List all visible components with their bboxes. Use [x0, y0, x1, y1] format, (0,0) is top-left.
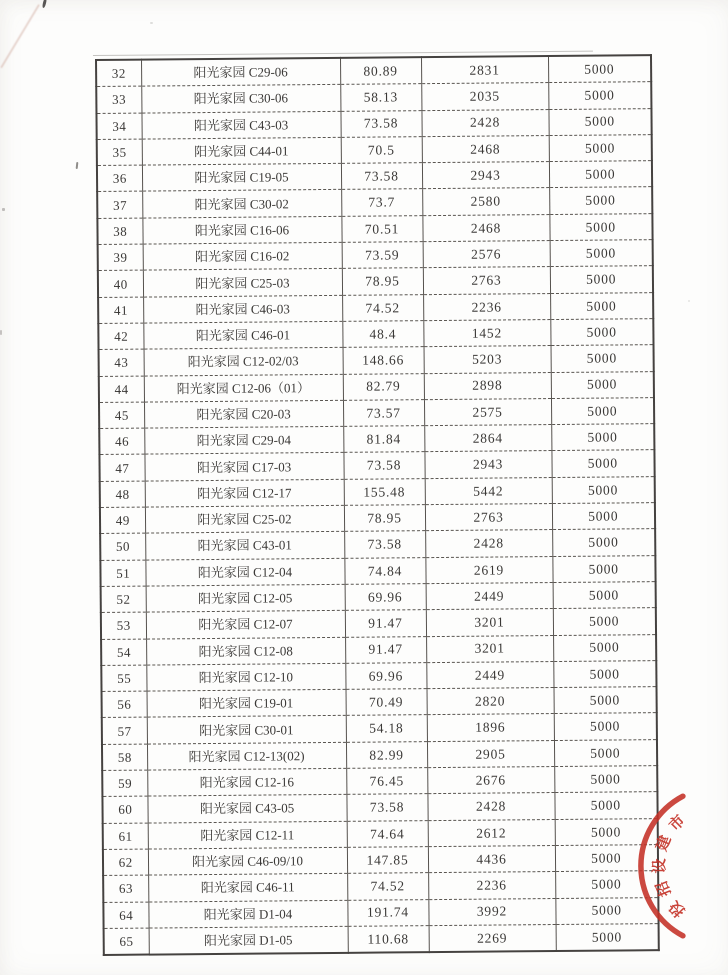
cell-deposit: 5000: [551, 450, 654, 477]
cell-deposit: 5000: [556, 923, 659, 951]
cell-unit-name: 阳光家园 C12-16: [147, 768, 346, 796]
cell-amount: 2428: [425, 530, 552, 557]
cell-area: 81.84: [343, 426, 424, 453]
cell-row-number: 51: [100, 560, 145, 587]
cell-row-number: 32: [111, 65, 126, 81]
cell-deposit: 5000: [554, 792, 657, 819]
cell-row-number: 47: [99, 455, 144, 482]
cell-amount: 2269: [429, 924, 556, 952]
table-body: [96, 55, 659, 955]
cell-deposit: 5000: [549, 161, 652, 188]
cell-deposit: 5000: [555, 897, 658, 924]
cell-unit-name: 阳光家园 C30-01: [147, 716, 346, 744]
stamp-character: 招: [654, 878, 675, 899]
cell-area: 147.85: [347, 847, 428, 874]
cell-unit-name: 阳光家园 C30-06: [141, 85, 340, 113]
units-table: [95, 54, 658, 956]
cell-deposit: 5000: [553, 608, 656, 635]
cell-deposit: 5000: [553, 582, 656, 609]
cell-unit-name: 阳光家园 C25-03: [143, 269, 342, 297]
cell-amount: 2831: [421, 56, 548, 84]
cell-deposit: 5000: [552, 503, 655, 530]
cell-deposit: 5000: [551, 424, 654, 451]
cell-row-number: 56: [102, 691, 147, 718]
cell-unit-name: 阳光家园 C43-01: [145, 532, 344, 560]
scan-speck: [76, 162, 79, 169]
cell-deposit: 5000: [549, 187, 652, 214]
cell-amount: 2468: [422, 214, 549, 241]
cell-area: 70.5: [341, 137, 422, 164]
cell-row-number: 59: [102, 770, 147, 797]
cell-deposit: 5000: [548, 108, 651, 135]
cell-area: 82.99: [346, 741, 427, 768]
cell-area: 73.58: [341, 163, 422, 190]
cell-amount: 2619: [425, 556, 552, 583]
cell-unit-name: 阳光家园 C44-01: [142, 137, 341, 165]
cell-area: 74.52: [347, 873, 428, 900]
cell-unit-name: 阳光家园 C43-03: [141, 111, 340, 139]
cell-unit-name: 阳光家园 C12-11: [148, 821, 347, 849]
cell-unit-name: 阳光家园 C25-02: [145, 505, 344, 533]
cell-row-number: 34: [96, 113, 141, 140]
cell-area: 191.74: [347, 899, 428, 926]
cell-amount: 5442: [425, 477, 552, 504]
cell-unit-name: 阳光家园 C12-10: [146, 663, 345, 691]
cell-row-number: 39: [98, 244, 143, 271]
cell-row-number: 53: [101, 612, 146, 639]
cell-amount: 2468: [422, 135, 549, 162]
cell-amount: 2820: [427, 688, 554, 715]
cell-area: 91.47: [345, 610, 426, 637]
cell-unit-name: 阳光家园 C12-07: [146, 611, 345, 639]
cell-amount: 1896: [427, 714, 554, 741]
cell-deposit: 5000: [549, 213, 652, 240]
cell-row-number: 33: [96, 86, 141, 113]
cell-unit-name: 阳光家园 C46-01: [143, 321, 342, 349]
cell-row-number: 65: [104, 928, 149, 955]
cell-area: 78.95: [344, 505, 425, 532]
cell-amount: 2905: [427, 740, 554, 767]
cell-row-number: 54: [101, 639, 146, 666]
cell-area: 74.84: [344, 557, 425, 584]
cell-area: 73.58: [346, 794, 427, 821]
cell-deposit: 5000: [549, 135, 652, 162]
cell-unit-name: 阳光家园 C16-02: [143, 242, 342, 270]
cell-unit-name: 阳光家园 C12-08: [146, 637, 345, 665]
cell-area: 91.47: [345, 636, 426, 663]
cell-area: 110.68: [348, 925, 429, 953]
cell-row-number: 40: [98, 270, 143, 297]
stamp-character: 市: [666, 812, 689, 835]
cell-amount: 2676: [427, 767, 554, 794]
cell-deposit: 5000: [554, 687, 657, 714]
cell-unit-name: 阳光家园 C46-03: [143, 295, 342, 323]
cell-deposit: 5000: [552, 529, 655, 556]
cell-row-number: 43: [99, 349, 144, 376]
cell-area: 69.96: [345, 662, 426, 689]
cell-row-number: 63: [103, 875, 148, 902]
cell-amount: 2943: [424, 451, 551, 478]
cell-amount: 2236: [423, 293, 550, 320]
cell-deposit: 5000: [555, 845, 658, 872]
cell-unit-name: 阳光家园 C12-06（01）: [144, 374, 343, 402]
cell-area: 70.51: [341, 215, 422, 242]
cell-area: 73.58: [340, 110, 421, 137]
cell-row-number: 46: [99, 428, 144, 455]
cell-area: 82.79: [343, 373, 424, 400]
cell-amount: 2763: [425, 504, 552, 531]
cell-row-number: 45: [99, 402, 144, 429]
cell-amount: 2612: [428, 819, 555, 846]
cell-deposit: 5000: [555, 818, 658, 845]
scan-speck: [150, 22, 153, 24]
cell-amount: 4436: [428, 845, 555, 872]
cell-area: 155.48: [344, 478, 425, 505]
cell-amount: 2943: [422, 162, 549, 189]
cell-deposit: 5000: [551, 371, 654, 398]
stamp-character: 投: [666, 897, 689, 920]
cell-unit-name: 阳光家园 C19-01: [147, 689, 346, 717]
cell-unit-name: 阳光家园 C12-02/03: [144, 348, 343, 376]
cell-row-number: 61: [103, 823, 148, 850]
cell-unit-name: 阳光家园 C29-04: [144, 427, 343, 455]
cell-row-number: 41: [98, 297, 143, 324]
cell-area: 148.66: [343, 347, 424, 374]
cell-deposit: 5000: [551, 397, 654, 424]
cell-amount: 2428: [421, 109, 548, 136]
cell-deposit: 5000: [551, 345, 654, 372]
cell-amount: 2864: [424, 425, 551, 452]
cell-unit-name: 阳光家园 C43-05: [147, 795, 346, 823]
cell-amount: 5203: [424, 346, 551, 373]
stamp-character: 设: [652, 858, 668, 874]
cell-unit-name: 阳光家园 C12-17: [145, 479, 344, 507]
cell-area: 73.57: [343, 400, 424, 427]
cell-row-number: 55: [101, 665, 146, 692]
cell-amount: 2580: [422, 188, 549, 215]
cell-row-number: 35: [97, 139, 142, 166]
cell-row-number: 60: [102, 796, 147, 823]
cell-row-number: 62: [103, 849, 148, 876]
cell-amount: 2035: [421, 83, 548, 110]
cell-area: 73.59: [342, 242, 423, 269]
cell-area: 76.45: [346, 768, 427, 795]
cell-deposit: 5000: [550, 240, 653, 267]
cell-deposit: 5000: [552, 476, 655, 503]
cell-deposit: 5000: [554, 739, 657, 766]
cell-amount: 2576: [423, 241, 550, 268]
cell-unit-name: 阳光家园 C12-04: [145, 558, 344, 586]
cell-row-number: 36: [97, 165, 142, 192]
cell-deposit: 5000: [550, 319, 653, 346]
cell-unit-name: 阳光家园 C16-06: [142, 216, 341, 244]
cell-deposit: 5000: [548, 55, 651, 83]
cell-amount: 2449: [426, 661, 553, 688]
cell-unit-name: 阳光家园 C20-03: [144, 400, 343, 428]
cell-area: 54.18: [346, 715, 427, 742]
cell-area: 69.96: [345, 584, 426, 611]
cell-deposit: 5000: [550, 266, 653, 293]
cell-amount: 2898: [424, 372, 551, 399]
cell-unit-name: 阳光家园 C46-09/10: [148, 847, 347, 875]
cell-amount: 2428: [427, 793, 554, 820]
pen-mark: [42, 0, 47, 8]
cell-deposit: 5000: [552, 555, 655, 582]
cell-deposit: 5000: [553, 660, 656, 687]
cell-area: 74.64: [347, 820, 428, 847]
cell-row-number: 52: [101, 586, 146, 613]
cell-row-number: 57: [102, 717, 147, 744]
cell-deposit: 5000: [550, 292, 653, 319]
cell-row-number: 58: [102, 744, 147, 771]
cell-deposit: 5000: [555, 871, 658, 898]
cell-deposit: 5000: [554, 766, 657, 793]
cell-unit-name: 阳光家园 C46-11: [148, 874, 347, 902]
cell-amount: 2236: [428, 872, 555, 899]
cell-amount: 2449: [426, 582, 553, 609]
cell-deposit: 5000: [548, 82, 651, 109]
cell-area: 73.7: [341, 189, 422, 216]
stamp-character: 建: [654, 833, 675, 854]
cell-unit-name: 阳光家园 D1-05: [149, 926, 348, 955]
cell-amount: 1452: [423, 320, 550, 347]
cell-area: 78.95: [342, 268, 423, 295]
cell-row-number: 64: [103, 902, 148, 929]
units-table-grid: [95, 54, 660, 956]
scan-speck: [688, 300, 690, 302]
cell-unit-name: 阳光家园 D1-04: [148, 900, 347, 928]
cell-unit-name: 阳光家园 C17-03: [144, 453, 343, 481]
cell-row-number: 48: [100, 481, 145, 508]
cell-unit-name: 阳光家园 C12-05: [146, 584, 345, 612]
cell-amount: 2575: [424, 398, 551, 425]
cell-row-number: 49: [100, 507, 145, 534]
cell-amount: 3992: [428, 898, 555, 925]
table-row: [104, 923, 659, 955]
cell-unit-name: 阳光家园 C12-13(02): [147, 742, 346, 770]
cell-unit-name: 阳光家园 C19-05: [142, 164, 341, 192]
cell-row-number: 38: [97, 218, 142, 245]
cell-deposit: 5000: [553, 634, 656, 661]
cell-area: 70.49: [346, 689, 427, 716]
cell-amount: 2763: [423, 267, 550, 294]
cell-row-number: 37: [97, 192, 142, 219]
cell-area: 73.58: [343, 452, 424, 479]
scan-speck: [0, 330, 2, 335]
cell-deposit: 5000: [554, 713, 657, 740]
cell-row-number: 50: [100, 533, 145, 560]
cell-unit-name: 阳光家园 C30-02: [142, 190, 341, 218]
scan-speck: [2, 208, 5, 211]
cell-area: 73.58: [344, 531, 425, 558]
cell-amount: 3201: [426, 635, 553, 662]
cell-area: 48.4: [342, 321, 423, 348]
cell-area: 58.13: [340, 84, 421, 111]
cell-row-number: 44: [99, 376, 144, 403]
cell-amount: 3201: [426, 609, 553, 636]
crease-line: [0, 4, 40, 68]
cell-area: 80.89: [340, 57, 421, 85]
cell-row-number: 42: [98, 323, 143, 350]
cell-area: 74.52: [342, 294, 423, 321]
cell-unit-name: 阳光家园 C29-06: [141, 58, 340, 87]
